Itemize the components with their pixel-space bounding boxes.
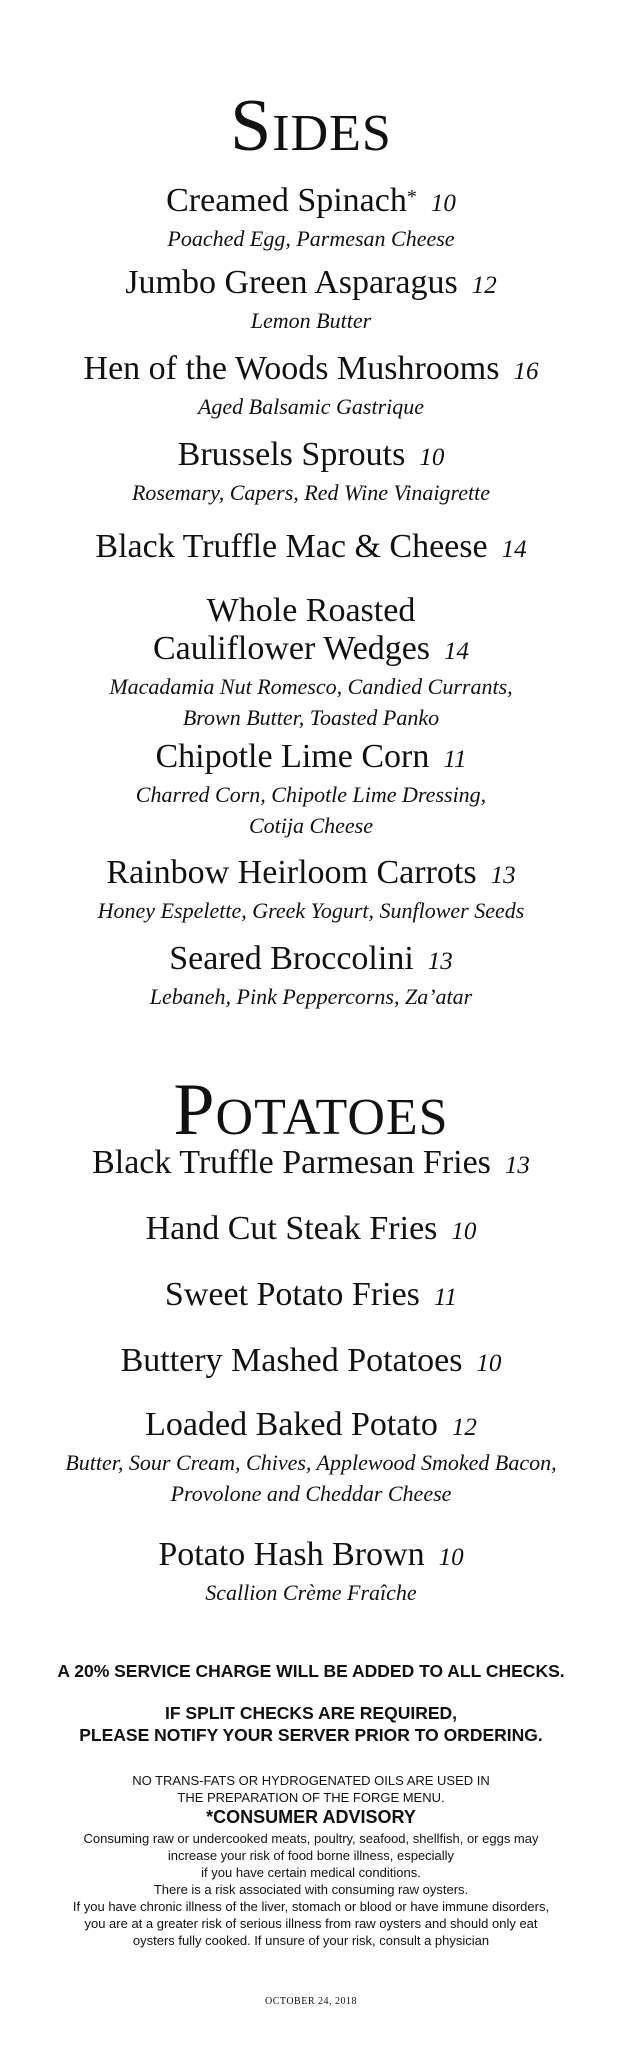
potatoes-heading: Potatoes — [173, 1069, 449, 1151]
item-description: Lemon Butter — [250, 308, 372, 333]
item-description-line-2: Brown Butter, Toasted Panko — [182, 705, 440, 730]
menu-item-jumbo-green-asparagus — [0, 264, 622, 336]
item-name: Hand Cut Steak Fries — [145, 1210, 438, 1247]
split-checks-line-1: IF SPLIT CHECKS ARE REQUIRED, — [164, 1703, 457, 1723]
split-checks-line-2: PLEASE NOTIFY YOUR SERVER PRIOR TO ORDERING. — [79, 1725, 543, 1745]
menu-item-rainbow-carrots — [0, 854, 622, 926]
menu-item-creamed-spinach — [0, 178, 622, 254]
item-name: Rainbow Heirloom Carrots — [106, 854, 477, 891]
item-description: Lebaneh, Pink Peppercorns, Za’atar — [149, 984, 473, 1009]
item-price: 13 — [427, 948, 453, 975]
item-description-line-2: Cotija Cheese — [248, 813, 374, 838]
item-description-line-1: Macadamia Nut Romesco, Candied Currants, — [109, 674, 513, 699]
split-checks-notice — [0, 1702, 622, 1746]
item-name-line-2: Cauliflower Wedges — [152, 630, 431, 667]
item-name: Black Truffle Parmesan Fries — [92, 1144, 491, 1181]
item-description-line-1: Butter, Sour Cream, Chives, Applewood Smoked Bacon, — [65, 1450, 557, 1475]
item-price: 10 — [476, 1350, 502, 1377]
item-price: 11 — [443, 746, 467, 773]
trans-fat-line-1: NO TRANS-FATS OR HYDROGENATED OILS ARE USED IN — [132, 1773, 490, 1788]
item-price: 14 — [501, 536, 527, 563]
item-description: Poached Egg, Parmesan Cheese — [167, 226, 455, 251]
item-description-line-2: Provolone and Cheddar Cheese — [170, 1481, 452, 1506]
item-price: 10 — [430, 190, 456, 217]
menu-item-potato-hash-brown — [0, 1536, 622, 1608]
item-price: 13 — [490, 862, 516, 889]
item-price: 10 — [419, 444, 445, 471]
item-name: Creamed Spinach — [166, 182, 407, 219]
menu-item-cauliflower-wedges — [0, 592, 622, 733]
service-charge-notice: A 20% SERVICE CHARGE WILL BE ADDED TO ALL CHECKS. — [57, 1661, 565, 1681]
menu-item-truffle-mac-cheese — [0, 528, 622, 569]
item-name: Chipotle Lime Corn — [155, 738, 430, 775]
item-price: 14 — [444, 638, 470, 665]
item-name-line-1: Whole Roasted — [206, 592, 416, 629]
menu-item-hen-of-the-woods — [0, 350, 622, 422]
item-name: Brussels Sprouts — [177, 436, 406, 473]
menu-date: OCTOBER 24, 2018 — [265, 1996, 357, 2007]
sides-heading: Sides — [230, 85, 392, 167]
item-price: 10 — [438, 1544, 464, 1571]
item-description: Aged Balsamic Gastrique — [197, 394, 425, 419]
menu-item-chipotle-lime-corn — [0, 738, 622, 841]
menu-item-brussels-sprouts — [0, 436, 622, 508]
item-description: Honey Espelette, Greek Yogurt, Sunflower Seeds — [97, 898, 525, 923]
menu-item-mashed-potatoes — [0, 1342, 622, 1383]
item-price: 16 — [513, 358, 539, 385]
advisory-line: increase your risk of food borne illness, especially — [167, 1848, 455, 1863]
menu-item-sweet-potato-fries — [0, 1276, 622, 1317]
advisory-line: If you have chronic illness of the liver, stomach or blood or have immune disorders, — [72, 1899, 550, 1914]
advisory-line: There is a risk associated with consuming raw oysters. — [153, 1882, 469, 1897]
item-price: 12 — [471, 272, 497, 299]
item-description: Scallion Crème Fraîche — [205, 1580, 417, 1605]
item-price: 13 — [504, 1152, 530, 1179]
item-name: Sweet Potato Fries — [164, 1276, 420, 1313]
menu-item-truffle-parmesan-fries — [0, 1144, 622, 1185]
item-description-line-1: Charred Corn, Chipotle Lime Dressing, — [135, 782, 487, 807]
consumer-advisory-mark: * — [406, 186, 417, 208]
advisory-line: oysters fully cooked. If unsure of your risk, consult a physician — [132, 1933, 490, 1948]
item-name: Potato Hash Brown — [158, 1536, 425, 1573]
item-price: 11 — [433, 1284, 458, 1311]
trans-fat-line-2: THE PREPARATION OF THE FORGE MENU. — [177, 1790, 445, 1805]
consumer-advisory-text — [0, 1830, 622, 1949]
menu-item-seared-broccolini — [0, 940, 622, 1012]
item-name: Loaded Baked Potato — [145, 1406, 438, 1443]
consumer-advisory-title: *CONSUMER ADVISORY — [206, 1807, 416, 1827]
item-name: Hen of the Woods Mushrooms — [83, 350, 500, 387]
trans-fat-notice — [0, 1772, 622, 1806]
advisory-line: you are at a greater risk of serious illness from raw oysters and should only eat — [84, 1916, 538, 1931]
menu-item-hand-cut-steak-fries — [0, 1210, 622, 1251]
menu-item-loaded-baked-potato — [0, 1406, 622, 1509]
item-price: 10 — [451, 1218, 477, 1245]
item-price: 12 — [451, 1414, 477, 1441]
item-name: Buttery Mashed Potatoes — [120, 1342, 463, 1379]
advisory-line: Consuming raw or undercooked meats, poultry, seafood, shellfish, or eggs may — [83, 1831, 539, 1846]
advisory-line: if you have certain medical conditions. — [201, 1865, 421, 1880]
item-description: Rosemary, Capers, Red Wine Vinaigrette — [131, 480, 491, 505]
item-name: Jumbo Green Asparagus — [125, 264, 458, 301]
item-name: Black Truffle Mac & Cheese — [95, 528, 488, 565]
item-name: Seared Broccolini — [169, 940, 414, 977]
